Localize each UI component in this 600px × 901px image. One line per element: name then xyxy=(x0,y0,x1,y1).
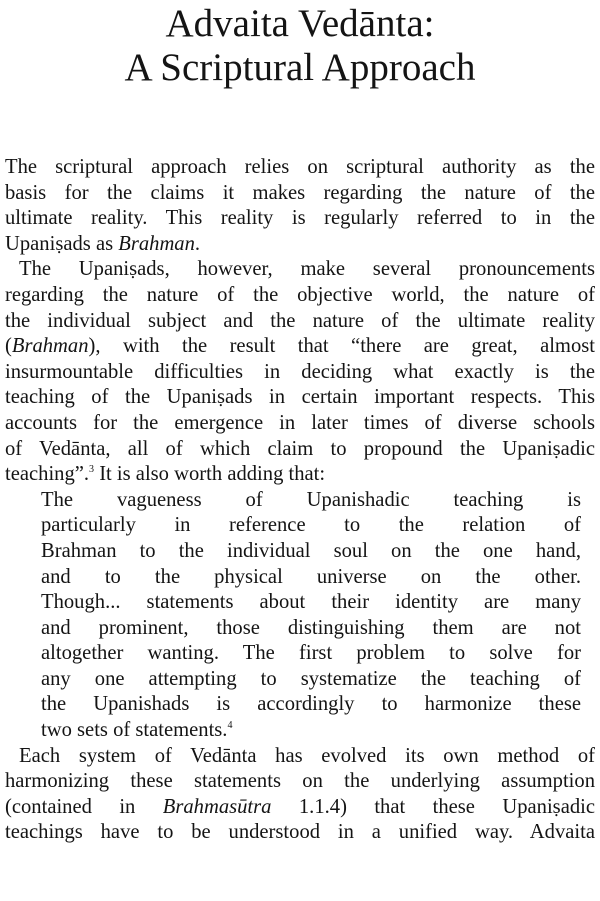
text-run: . xyxy=(194,232,201,255)
text-line: basis for the claims it makes regarding the nature of the xyxy=(5,181,595,204)
text-line: The scriptural approach relies on scriptural authority as the xyxy=(5,156,595,178)
chapter-title-line-1: Advaita Vedānta: xyxy=(165,2,435,45)
text-run: two sets of statements. xyxy=(41,719,228,742)
text-line: the individual subject and the nature of the ultimate reality xyxy=(5,309,595,332)
quote-line: Brahman to the individual soul on the one hand, xyxy=(41,539,581,562)
text-run: It is also worth adding that: xyxy=(94,463,326,486)
italic-term: Brahman xyxy=(11,335,89,358)
text-run: ), with the result that “there are great, almost xyxy=(88,335,595,358)
quote-line: the Upanishads is accordingly to harmonize these xyxy=(41,693,581,716)
text-line: teaching of the Upaniṣads in certain important respects. This xyxy=(5,386,595,409)
quote-line: particularly in reference to the relation of xyxy=(41,514,581,537)
text-run: (contained in xyxy=(5,795,163,818)
body-text xyxy=(5,155,595,846)
quote-line: The vagueness of Upanishadic teaching is xyxy=(41,488,581,511)
text-line xyxy=(5,795,595,821)
text-line: The Upaniṣads, however, make several pronouncements xyxy=(19,258,595,281)
italic-term: Brahman xyxy=(118,232,195,255)
text-run: Upaniṣads as xyxy=(5,232,119,255)
text-line xyxy=(5,462,595,488)
paragraph-3 xyxy=(5,744,595,846)
text-line: Each system of Vedānta has evolved its own method of xyxy=(19,744,595,767)
text-line: ultimate reality. This reality is regularly referred to in the xyxy=(5,207,595,230)
text-line xyxy=(5,334,595,360)
italic-term: Brahmasūtra xyxy=(162,795,272,818)
quote-line xyxy=(41,718,581,744)
text-line: teachings have to be understood in a unified way. Advaita xyxy=(5,821,595,844)
block-quote xyxy=(5,488,595,744)
text-line xyxy=(5,232,595,258)
quote-line: and prominent, those distinguishing them are not xyxy=(41,616,581,639)
quote-line: Though... statements about their identity are many xyxy=(41,591,581,614)
text-line: regarding the nature of the objective world, the nature of xyxy=(5,283,595,306)
footnote-ref-4: 4 xyxy=(227,720,233,732)
text-line: of Vedānta, all of which claim to propound the Upaniṣadic xyxy=(5,437,595,460)
paragraph-2 xyxy=(5,257,595,487)
text-line: harmonizing these statements on the underlying assumption xyxy=(5,770,595,793)
quote-line: any one attempting to systematize the teaching of xyxy=(41,667,581,690)
text-line: insurmountable difficulties in deciding what exactly is the xyxy=(5,360,595,383)
text-run: 1.1.4) that these Upaniṣadic xyxy=(271,795,595,818)
quote-line: and to the physical universe on the other. xyxy=(41,565,581,588)
text-run: teaching”. xyxy=(5,463,90,486)
footnote-ref-3: 3 xyxy=(89,464,95,476)
text-run: ( xyxy=(5,335,12,358)
quote-line: altogether wanting. The first problem to solve for xyxy=(41,642,581,665)
chapter-title-line-2: A Scriptural Approach xyxy=(124,46,476,89)
text-line: accounts for the emergence in later times of diverse schools xyxy=(5,411,595,434)
paragraph-1 xyxy=(5,155,595,257)
chapter-title xyxy=(0,2,600,90)
